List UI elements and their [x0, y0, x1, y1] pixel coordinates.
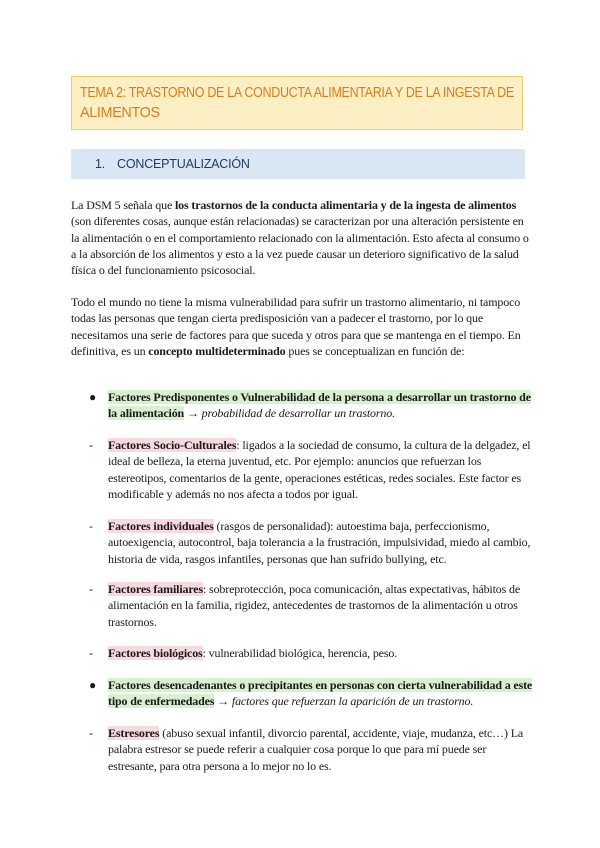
dash-marker: -: [89, 726, 93, 740]
item-text: (rasgos de personalidad): autoestima baja, perfeccionismo, autoexigencia, autocontrol, baja tolerancia a la frustración, impulsividad, miedo al cambio, historia de vida, rasgos infantiles, personas que han sufrido bullying, etc.: [108, 519, 531, 566]
bold-term: Factores biológicos: [108, 646, 203, 660]
section-number: 1.: [95, 157, 106, 171]
paragraph-text: pues se conceptualizan en función de:: [285, 343, 465, 358]
topic-title-line-1: TEMA 2: TRASTORNO DE LA CONDUCTA ALIMENTARIA Y DE LA INGESTA DE: [80, 85, 514, 101]
dash-marker: -: [89, 519, 93, 533]
bold-term: Estresores: [108, 726, 160, 740]
section-heading: [71, 149, 525, 179]
topic-title-box: [71, 76, 523, 130]
item-text: : ligados a la sociedad de consumo, la cultura de la delgadez, el ideal de belleza, la eterna juventud, etc. Por ejemplo: anuncios que refuerzan los estereotipos, comentarios de la gente, operaciones estéticas, redes sociales. Este factor es modificable y además no nos afecta a todos por igual.: [108, 438, 531, 501]
arrow-icon: →: [214, 694, 232, 709]
bullet-dot-icon: ●: [89, 390, 97, 404]
list-item-family: [91, 581, 533, 630]
paragraph-dsm5: [71, 197, 531, 278]
bold-term: Factores Predisponentes o Vulnerabilidad de la persona a desarrollar un trastorno de la alimentación: [108, 390, 531, 421]
paragraph-text: Todo el mundo no tiene la misma vulnerabilidad para sufrir un trastorno alimentario, ni tampoco todas las personas que tengan cierta predisposición van a padecer el trastorno, por lo que necesitamos una serie de factores para que suceda y otros para que se mantenga en el tiempo. En definitiva, es un: [71, 295, 521, 358]
bold-term: Factores Socio-Culturales: [108, 438, 237, 452]
paragraph-text: (son diferentes cosas, aunque están relacionadas) se caracterizan por una alteración persistente en la alimentación o en el comportamiento relacionado con la alimentación. Esto afecta al consumo o a la absorción de los alimentos y esto a la vez puede causar un deterioro significativo de la salud física o del funcionamiento psicosocial.: [71, 214, 529, 278]
item-text: : sobreprotección, poca comunicación, altas expectativas, hábitos de alimentación en la familia, rigidez, antecedentes de trastornos de la alimentación u otros trastornos.: [108, 582, 521, 629]
bold-term: Factores individuales: [108, 519, 214, 533]
dash-marker: -: [89, 438, 93, 452]
list-item-stressors: [91, 725, 533, 774]
italic-note: probabilidad de desarrollar un trastorno.: [201, 406, 395, 421]
topic-title-line-2: ALIMENTOS: [80, 105, 160, 121]
list-item-biological: [91, 645, 533, 661]
section-label: CONCEPTUALIZACIÓN: [117, 157, 250, 171]
italic-note: factores que refuerzan la aparición de un trastorno.: [231, 694, 474, 709]
arrow-icon: →: [184, 406, 202, 421]
bold-term: los trastornos de la conducta alimentaria y de la ingesta de alimentos: [174, 198, 517, 212]
paragraph-vulnerability: [71, 294, 531, 359]
item-text: : vulnerabilidad biológica, herencia, peso.: [202, 646, 398, 660]
list-item-socio-cultural: [91, 437, 533, 502]
bullet-predisposing-factors: [91, 389, 533, 422]
paragraph-text: La DSM 5 señala que: [71, 198, 175, 212]
dash-marker: -: [89, 582, 93, 596]
list-item-individual: [91, 518, 533, 567]
bold-term: Factores desencadenantes o precipitantes en personas con cierta vulnerabilidad a este tipo de enfermedades: [108, 678, 533, 709]
bullet-dot-icon: ●: [89, 678, 97, 692]
bullet-triggering-factors: [91, 677, 533, 710]
bold-term: Factores familiares: [108, 582, 204, 596]
item-text: (abuso sexual infantil, divorcio parental, accidente, viaje, mudanza, etc…) La palabra estresor se puede referir a cualquier cosa porque lo que para mí puede ser estresante, para otra persona a lo mejor no lo es.: [108, 726, 524, 773]
dash-marker: -: [89, 646, 93, 660]
bold-term: concepto multideterminado: [148, 343, 286, 358]
